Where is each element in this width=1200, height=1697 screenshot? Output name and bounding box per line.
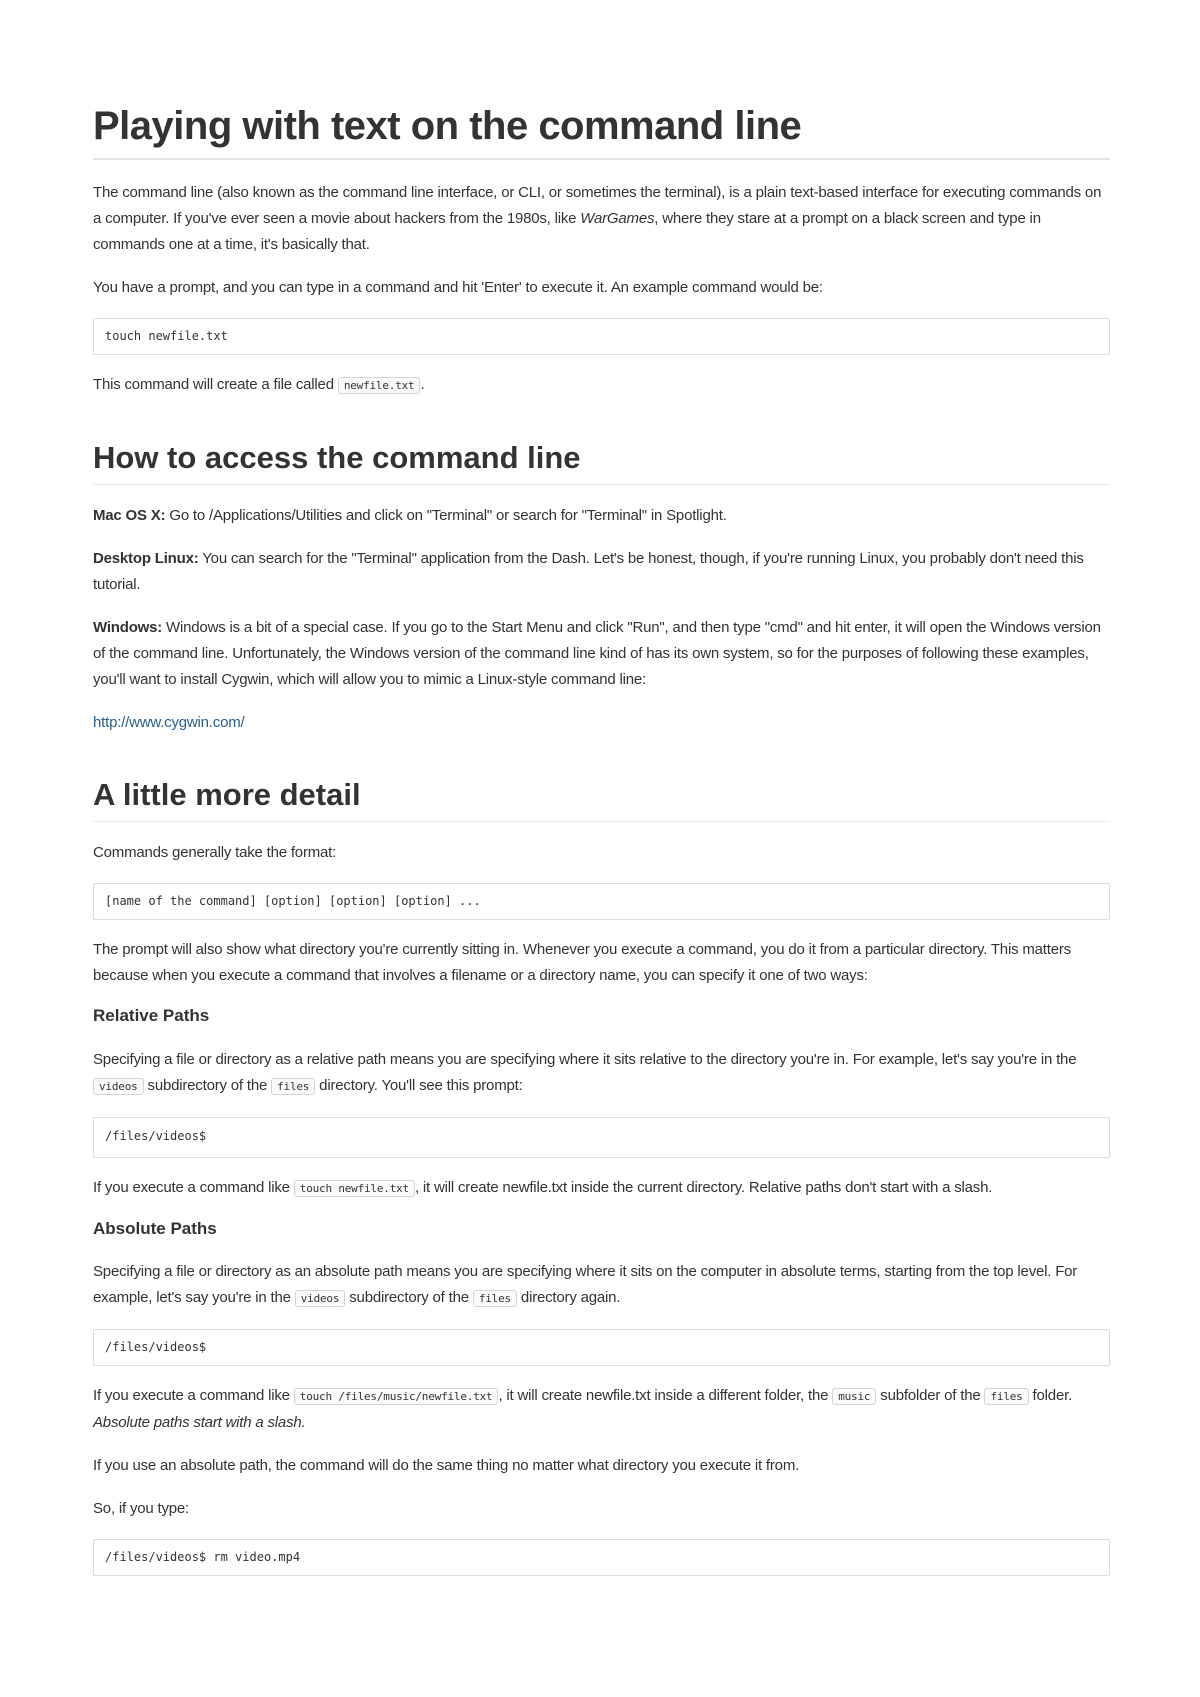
linux-paragraph: Desktop Linux: You can search for the "Terminal" application from the Dash. Let's be honest, though, if you're running Linux, you probably don't need this tutorial.: [93, 550, 1084, 594]
section-heading-access: How to access the command line: [93, 439, 1110, 485]
file-created-paragraph: This command will create a file called newfile.txt .: [93, 376, 425, 393]
intro-text-b: , where they stare at a prompt on a black screen and type in commands one at a time, it's basically that.: [93, 210, 1041, 253]
page-title: Playing with text on the command line: [93, 102, 1110, 160]
inline-code: files: [473, 1290, 517, 1307]
inline-code: videos: [93, 1078, 144, 1095]
section-heading-detail: A little more detail: [93, 776, 1110, 822]
windows-paragraph: Windows: Windows is a bit of a special case. If you go to the Start Menu and click "Run", and then type "cmd" and hit enter, it will open the Windows version of the command line. Unfortunately, the Windows version of the command line kind of has its own system, so for the purposes of following these examples, you'll want to install Cygwin, which will allow you to mimic a Linux-style command line:: [93, 619, 1101, 689]
inline-code: videos: [295, 1290, 346, 1307]
mac-paragraph: Mac OS X: Go to /Applications/Utilities and click on "Terminal" or search for "Terminal" in Spotlight.: [93, 507, 727, 525]
absolute-example-paragraph: If you execute a command like touch /files/music/newfile.txt , it will create newfile.txt inside a different folder, the music subfolder of the files folder. Absolute paths start with a slash.: [93, 1387, 1073, 1432]
inline-code: music: [832, 1388, 876, 1405]
absolute-same-paragraph: If you use an absolute path, the command will do the same thing no matter what directory you execute it from.: [93, 1457, 800, 1475]
format-paragraph: Commands generally take the format:: [93, 844, 337, 862]
directory-paragraph: The prompt will also show what directory you're currently sitting in. Whenever you execute a command, you do it from a particular directory. This matters because when you execute a command that involves a filename or a directory name, you can specify it one of two ways:: [93, 941, 1071, 985]
inline-code: newfile.txt: [338, 377, 421, 394]
code-block-absolute-prompt: /files/videos$: [93, 1329, 1110, 1366]
code-block-relative-prompt: /files/videos$: [93, 1117, 1110, 1158]
inline-code: touch newfile.txt: [294, 1180, 415, 1197]
code-block-rm: /files/videos$ rm video.mp4: [93, 1539, 1110, 1576]
code-block-touch: touch newfile.txt: [93, 318, 1110, 355]
intro-text-a: The command line (also known as the command line interface, or CLI, or sometimes the terminal), is a plain text-based interface for executing commands on a computer. If you've ever seen a movie about hackers from the 1980s, like: [93, 184, 1102, 227]
absolute-emphasis: Absolute paths start with a slash.: [93, 1414, 306, 1432]
subheading-absolute-paths: Absolute Paths: [93, 1218, 217, 1238]
cygwin-link[interactable]: http://www.cygwin.com/: [93, 714, 245, 732]
cygwin-paragraph: [93, 710, 1110, 736]
so-if-you-type-paragraph: So, if you type:: [93, 1500, 190, 1518]
intro-paragraph: [93, 180, 1110, 258]
intro-emphasis: WarGames: [580, 210, 655, 227]
windows-label: Windows:: [93, 619, 163, 637]
subheading-relative-paths: Relative Paths: [93, 1006, 210, 1026]
relative-paragraph: Specifying a file or directory as a relative path means you are specifying where it sits relative to the directory you're in. For example, let's say you're in the videos subdirectory of the files directory. You'll see this prompt:: [93, 1050, 1077, 1094]
code-block-format: [name of the command] [option] [option] [option] ...: [93, 883, 1110, 920]
prompt-paragraph: You have a prompt, and you can type in a command and hit 'Enter' to execute it. An example command would be:: [93, 279, 823, 296]
inline-code: touch /files/music/newfile.txt: [294, 1388, 499, 1405]
mac-label: Mac OS X:: [93, 507, 166, 525]
inline-code: files: [984, 1388, 1028, 1405]
relative-example-paragraph: If you execute a command like touch newfile.txt , it will create newfile.txt inside the current directory. Relative paths don't start with a slash.: [93, 1178, 993, 1196]
inline-code: files: [271, 1078, 315, 1095]
absolute-paragraph: Specifying a file or directory as an absolute path means you are specifying where it sits on the computer in absolute terms, starting from the top level. For example, let's say you're in the videos subdirectory of the files directory again.: [93, 1263, 1078, 1307]
linux-label: Desktop Linux:: [93, 550, 199, 568]
